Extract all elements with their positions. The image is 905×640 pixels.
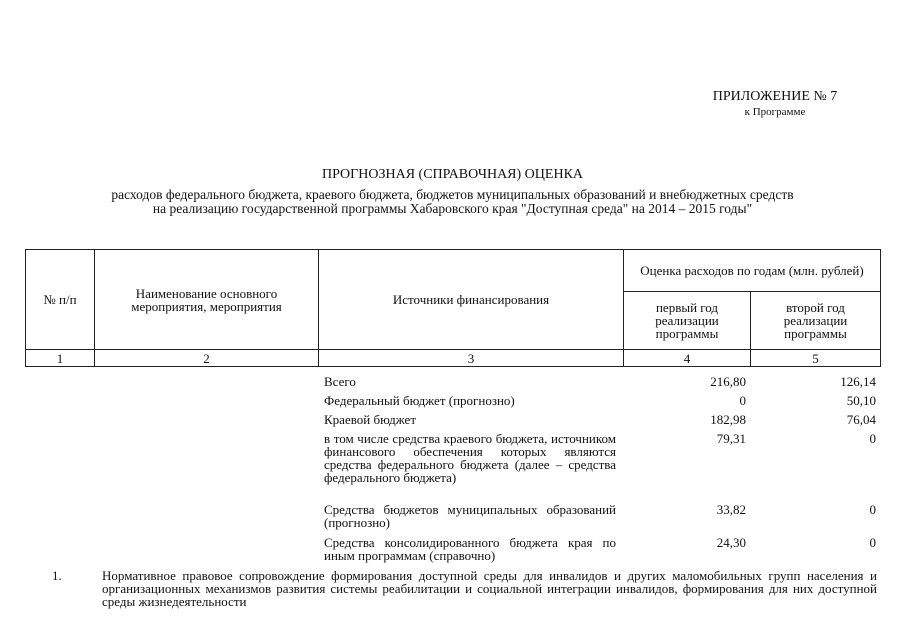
subtitle-line-1: расходов федерального бюджета, краевого бюджета, бюджетов муниципальных образований и внебюджетных средств (111, 187, 794, 202)
consolidated-year2: 0 (869, 535, 876, 550)
source-regional-incl-federal: в том числе средства краевого бюджета, источником финансового обеспечения которых являются средства федерального бюджета (далее – средства федерального бюджета) (324, 431, 616, 485)
regional-incl-year1: 79,31 (716, 431, 746, 446)
regional-incl-year2: 0 (869, 431, 876, 446)
header-table (25, 249, 881, 367)
municipal-year2: 0 (869, 502, 876, 517)
col-name-header: Наименование основного мероприятия, мероприятия (95, 250, 319, 350)
appendix-ref: к Программе (744, 105, 806, 118)
regional-year2: 76,04 (846, 412, 876, 427)
regional-year1: 182,98 (710, 412, 746, 427)
document-subtitle (40, 188, 865, 215)
federal-year1: 0 (739, 393, 746, 408)
item-number: 1. (52, 568, 62, 583)
source-total: Всего (324, 374, 356, 389)
municipal-year1: 33,82 (716, 502, 746, 517)
col-source-header: Источники финансирования (319, 250, 624, 350)
appendix-number: ПРИЛОЖЕНИЕ № 7 (712, 89, 838, 104)
col-estimate-group-header: Оценка расходов по годам (млн. рублей) (624, 250, 881, 292)
total-year1: 216,80 (710, 374, 746, 389)
appendix-block (700, 90, 850, 118)
subtitle-line-2: на реализацию государственной программы Хабаровского края "Доступная среда" на 2014 – 2015 годы" (152, 200, 753, 216)
source-federal: Федеральный бюджет (прогнозно) (324, 393, 515, 408)
col-index-4: 4 (624, 350, 751, 367)
col-index-5: 5 (751, 350, 881, 367)
source-consolidated: Средства консолидированного бюджета края по иным программам (справочно) (324, 535, 616, 563)
col-index-2: 2 (95, 350, 319, 367)
col-index-1: 1 (26, 350, 95, 367)
total-year2: 126,14 (840, 374, 876, 389)
consolidated-year1: 24,30 (716, 535, 746, 550)
col-year2-header: второй год реализации программы (751, 292, 881, 350)
document-title: ПРОГНОЗНАЯ (СПРАВОЧНАЯ) ОЦЕНКА (321, 167, 584, 182)
source-regional: Краевой бюджет (324, 412, 417, 427)
source-municipal: Средства бюджетов муниципальных образований (прогнозно) (324, 502, 616, 530)
federal-year2: 50,10 (846, 393, 876, 408)
col-year1-header: первый год реализации программы (624, 292, 751, 350)
col-number-header: № п/п (26, 250, 95, 350)
item-description: Нормативное правовое сопровождение формирования доступной среды для инвалидов и других маломобильных групп населения и организационных механизмов развития системы реабилитации и социальной интеграции инвалидов, формирования для них доступной среды жизнедеятельности (102, 568, 877, 609)
col-index-3: 3 (319, 350, 624, 367)
